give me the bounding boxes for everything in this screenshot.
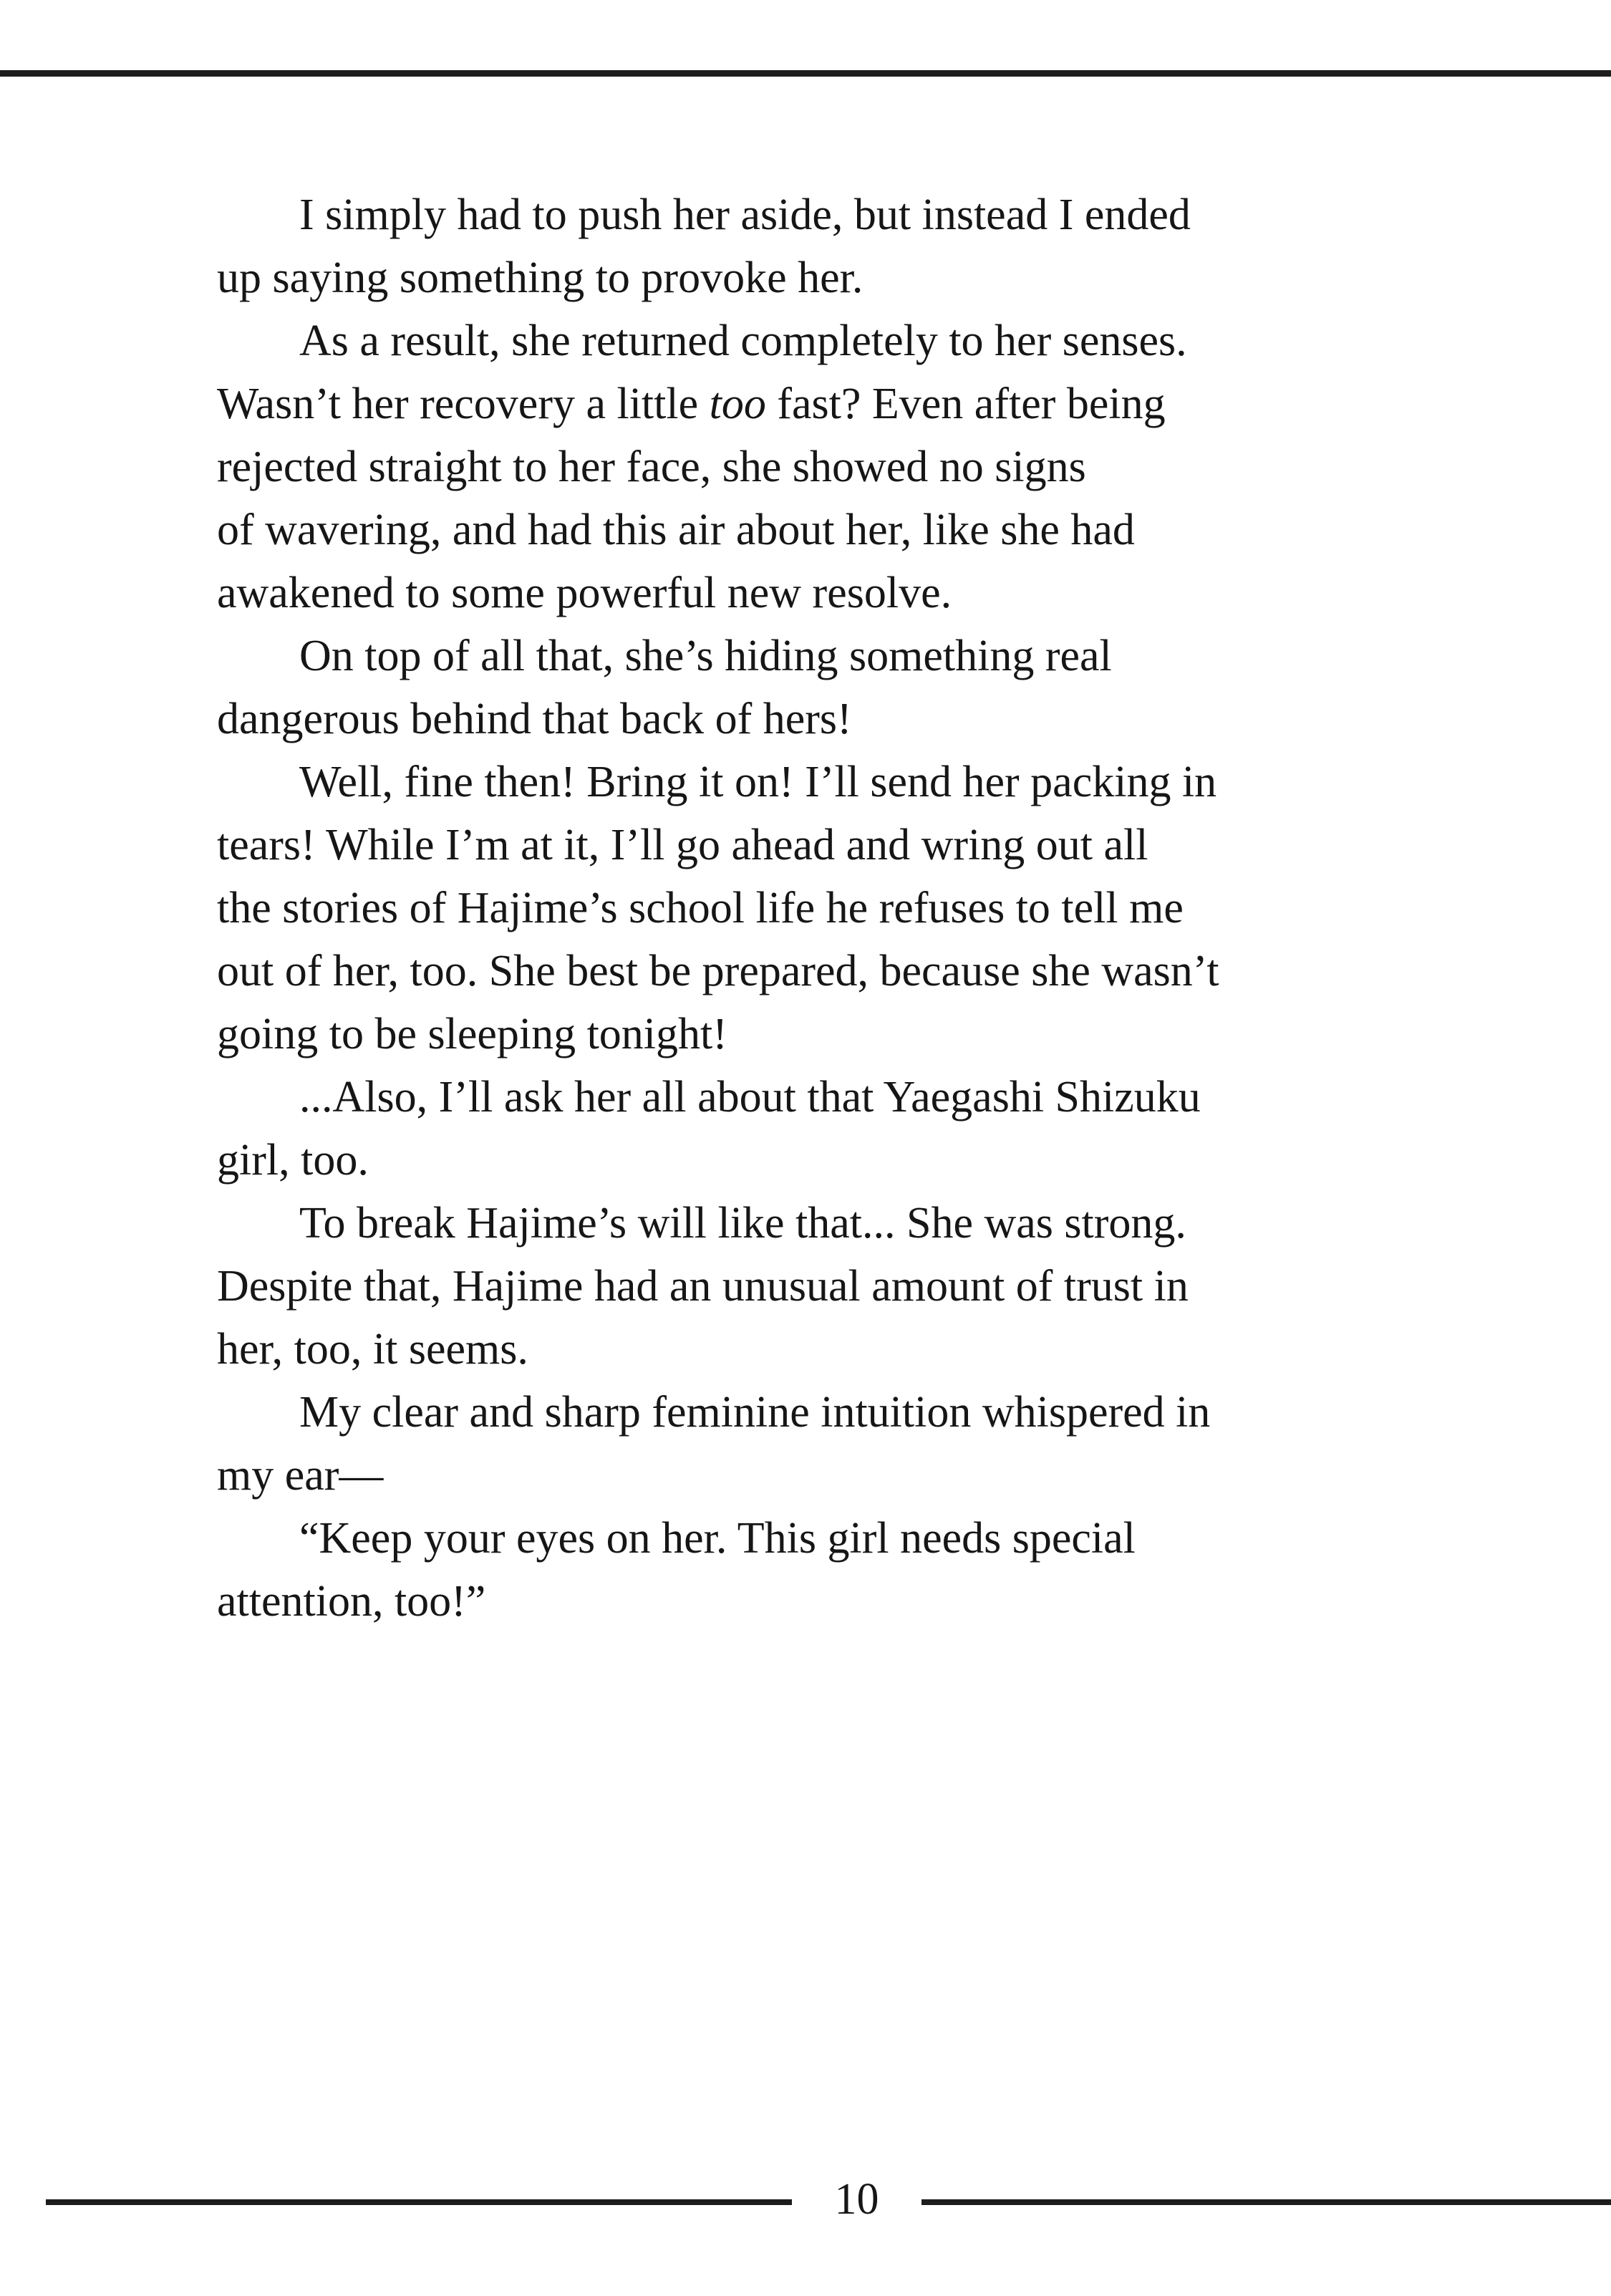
text-line: up saying something to provoke her. — [217, 254, 863, 302]
text-line: I simply had to push her aside, but instead I ended — [299, 190, 1191, 239]
text-line: out of her, too. She best be prepared, because she wasn’t — [217, 947, 1219, 995]
text-line: dangerous behind that back of hers! — [217, 695, 852, 743]
text-line: awakened to some powerful new resolve. — [217, 569, 952, 617]
top-horizontal-rule — [0, 70, 1611, 77]
paragraph — [217, 309, 1406, 624]
paragraph — [217, 624, 1406, 751]
text-line: ...Also, I’ll ask her all about that Yaegashi Shizuku — [299, 1073, 1201, 1122]
text-line: attention, too!” — [217, 1577, 486, 1626]
text-line: Well, fine then! Bring it on! I’ll send her packing in — [299, 758, 1217, 806]
text-line: To break Hajime’s will like that... She was strong. — [299, 1199, 1186, 1248]
paragraph — [217, 751, 1406, 1066]
text-block — [217, 183, 1406, 1633]
paragraph — [217, 1066, 1406, 1192]
text-line: On top of all that, she’s hiding something real — [299, 632, 1112, 680]
paragraph — [217, 1192, 1406, 1381]
text-line: rejected straight to her face, she showed no signs — [217, 443, 1086, 491]
text-line: Wasn’t her recovery a little too fast? Even after being — [217, 380, 1166, 428]
text-line: Despite that, Hajime had an unusual amount of trust in — [217, 1262, 1189, 1311]
text-line: going to be sleeping tonight! — [217, 1010, 727, 1058]
text-line: the stories of Hajime’s school life he refuses to tell me — [217, 884, 1184, 932]
text-line: her, too, it seems. — [217, 1325, 528, 1374]
page-number-left-rule — [46, 2199, 792, 2205]
page-number: 10 — [834, 2175, 879, 2224]
text-line: “Keep your eyes on her. This girl needs special — [299, 1514, 1136, 1563]
text-line: my ear— — [217, 1451, 384, 1500]
paragraph — [217, 1507, 1406, 1633]
text-line: tears! While I’m at it, I’ll go ahead and wring out all — [217, 821, 1148, 869]
text-line: of wavering, and had this air about her, like she had — [217, 506, 1135, 554]
page-number-right-rule — [921, 2199, 1611, 2205]
text-line: My clear and sharp feminine intuition whispered in — [299, 1388, 1211, 1437]
paragraph — [217, 183, 1406, 309]
text-line: girl, too. — [217, 1136, 369, 1185]
paragraph — [217, 1381, 1406, 1507]
text-line: As a result, she returned completely to her senses. — [299, 317, 1187, 365]
